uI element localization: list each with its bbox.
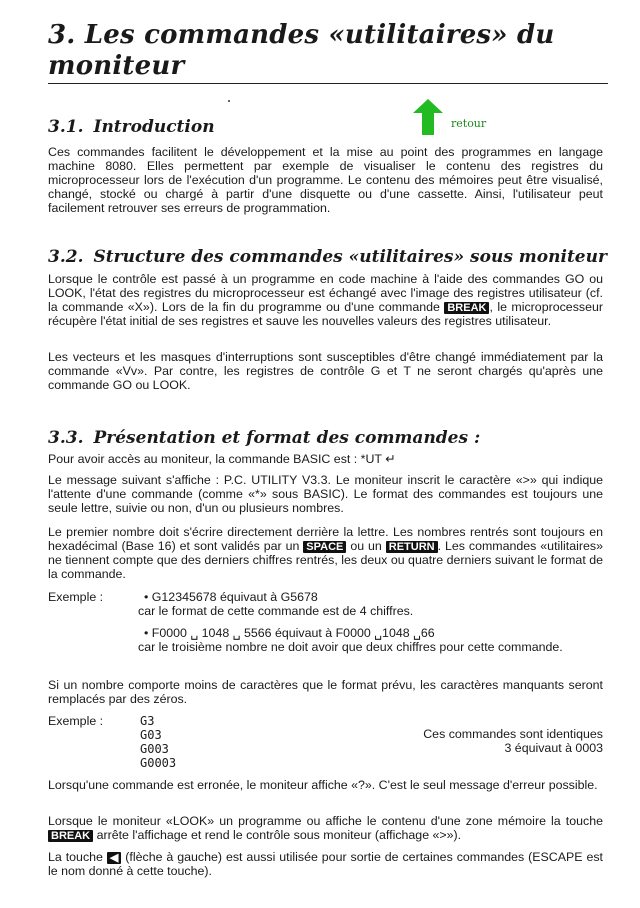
section-title: Présentation et format des commandes : [93, 428, 481, 448]
example-item [138, 626, 603, 654]
page-title-line-2: moniteur [48, 51, 185, 81]
text-run: (flèche à gauche) est aussi utilisée pour sortie de certaines commandes (ESCAPE est le nom donné à cette touche). [48, 850, 603, 878]
text-run: La touche [48, 850, 107, 864]
page-title-line-1: 3. Les commandes «utilitaires» du [48, 20, 555, 50]
example-value: G3 [140, 714, 155, 728]
section-3-3-paragraph-3 [48, 525, 603, 581]
text-run: ou un [346, 539, 386, 553]
section-3-2-paragraph-2: Les vecteurs et les masques d'interruptions sont susceptibles d'être changé immédiatement par la commande «Vv». Par contre, les registres de contrôle G et T ne seront chargés qu'après une commande GO ou LOOK. [48, 350, 603, 392]
example-note-line: Ces commandes sont identiques [423, 727, 603, 741]
section-3-2-heading [48, 247, 607, 267]
text-run: Lorsque le moniteur «LOOK» un programme ou affiche le contenu d'une zone mémoire la touche [48, 814, 603, 828]
section-3-1-heading [48, 117, 215, 137]
text-run: Lorsque le contrôle est passé à un programme en code machine à l'aide des commandes GO ou LOOK, l'état des registres du microprocesseur est échangé avec l'image des registres utilisateur (cf. la commande «X»). Lors de la fin du programme ou d'une commande [48, 272, 603, 314]
example-line: car le format de cette commande est de 4 chiffres. [138, 604, 414, 618]
example-note [340, 727, 603, 755]
section-title: Structure des commandes «utilitaires» sous moniteur [93, 247, 607, 267]
retour-arrow-icon[interactable] [412, 98, 444, 136]
section-3-3-paragraph-5: Lorsqu'une commande est erronée, le moniteur affiche «?». C'est le seul message d'erreur possible. [48, 778, 598, 792]
example-values [140, 714, 240, 770]
example-line: • G12345678 équivaut à G5678 [144, 590, 318, 604]
section-3-3-heading [48, 428, 480, 448]
page-title [48, 20, 608, 82]
section-3-3-paragraph-4: Si un nombre comporte moins de caractères que le format prévu, les caractères manquants seront remplacés par des zéros. [48, 678, 603, 706]
example-value: G0003 [140, 756, 177, 770]
break-key: BREAK [48, 830, 93, 842]
break-key: BREAK [444, 302, 489, 314]
section-3-2-paragraph-1 [48, 272, 603, 328]
example-line: • F0000 ␣ 1048 ␣ 5566 équivaut à F0000 ␣1048 ␣66 [144, 626, 435, 640]
speck [228, 100, 230, 102]
section-3-3-paragraph-7 [48, 850, 603, 878]
escape-key-icon: ◀ [107, 852, 121, 864]
text-run: , le microprocesseur récupère l'état initial de ses registres et sauve les nouvelles valeurs des registres utilisateur. [48, 300, 603, 328]
example-line: car le troisième nombre ne doit avoir que deux chiffres pour cette commande. [138, 640, 563, 654]
section-number: 3.2. [48, 247, 84, 267]
example-item [138, 590, 603, 618]
section-3-1-paragraph: Ces commandes facilitent le développement et la mise au point des programmes en langage machine 8080. Elles permettent par exemple de visualiser le contenu des registres du microprocesseur lors de l'exécution d'un programme. Le contenu des mémoires peut être visualisé, changé, stocké ou chargé à partir d'une disquette ou d'une cassette. Ainsi, l'utilisateur peut facilement retrouver ses erreurs de programmation. [48, 145, 603, 215]
space-key: SPACE [303, 541, 346, 553]
text-run: arrête l'affichage et rend le contrôle sous moniteur (affichage «>»). [93, 828, 462, 842]
section-number: 3.3. [48, 428, 84, 448]
section-number: 3.1. [48, 117, 84, 137]
example-value: G003 [140, 742, 169, 756]
example-label: Exemple : [48, 714, 104, 728]
title-underline [48, 83, 608, 84]
example-label: Exemple : [48, 590, 104, 604]
return-key: RETURN [386, 541, 438, 553]
retour-link[interactable]: retour [451, 117, 487, 130]
section-3-3-paragraph-1: Pour avoir accès au moniteur, la commande BASIC est : *UT ↵ [48, 452, 396, 466]
section-3-3-paragraph-6 [48, 814, 603, 842]
example-note-line: 3 équivaut à 0003 [504, 741, 603, 755]
section-title: Introduction [93, 117, 215, 137]
section-3-3-paragraph-2: Le message suivant s'affiche : P.C. UTILITY V3.3. Le moniteur inscrit le caractère «>» qui indique l'attente d'une commande (comme «*» sous BASIC). Le format des commandes est toujours une seule lettre, suivie ou non, d'un ou plusieurs nombres. [48, 473, 603, 515]
example-value: G03 [140, 728, 162, 742]
text-run: . Les commandes «utilitaires» ne tiennent compte que des derniers chiffres rentrés, les deux ou quatre derniers suivant le format de la commande. [48, 539, 603, 581]
text-run: Le premier nombre doit s'écrire directement derrière la lettre. Les nombres rentrés sont toujours en hexadécimal (Base 16) et sont validés par un [48, 525, 603, 553]
